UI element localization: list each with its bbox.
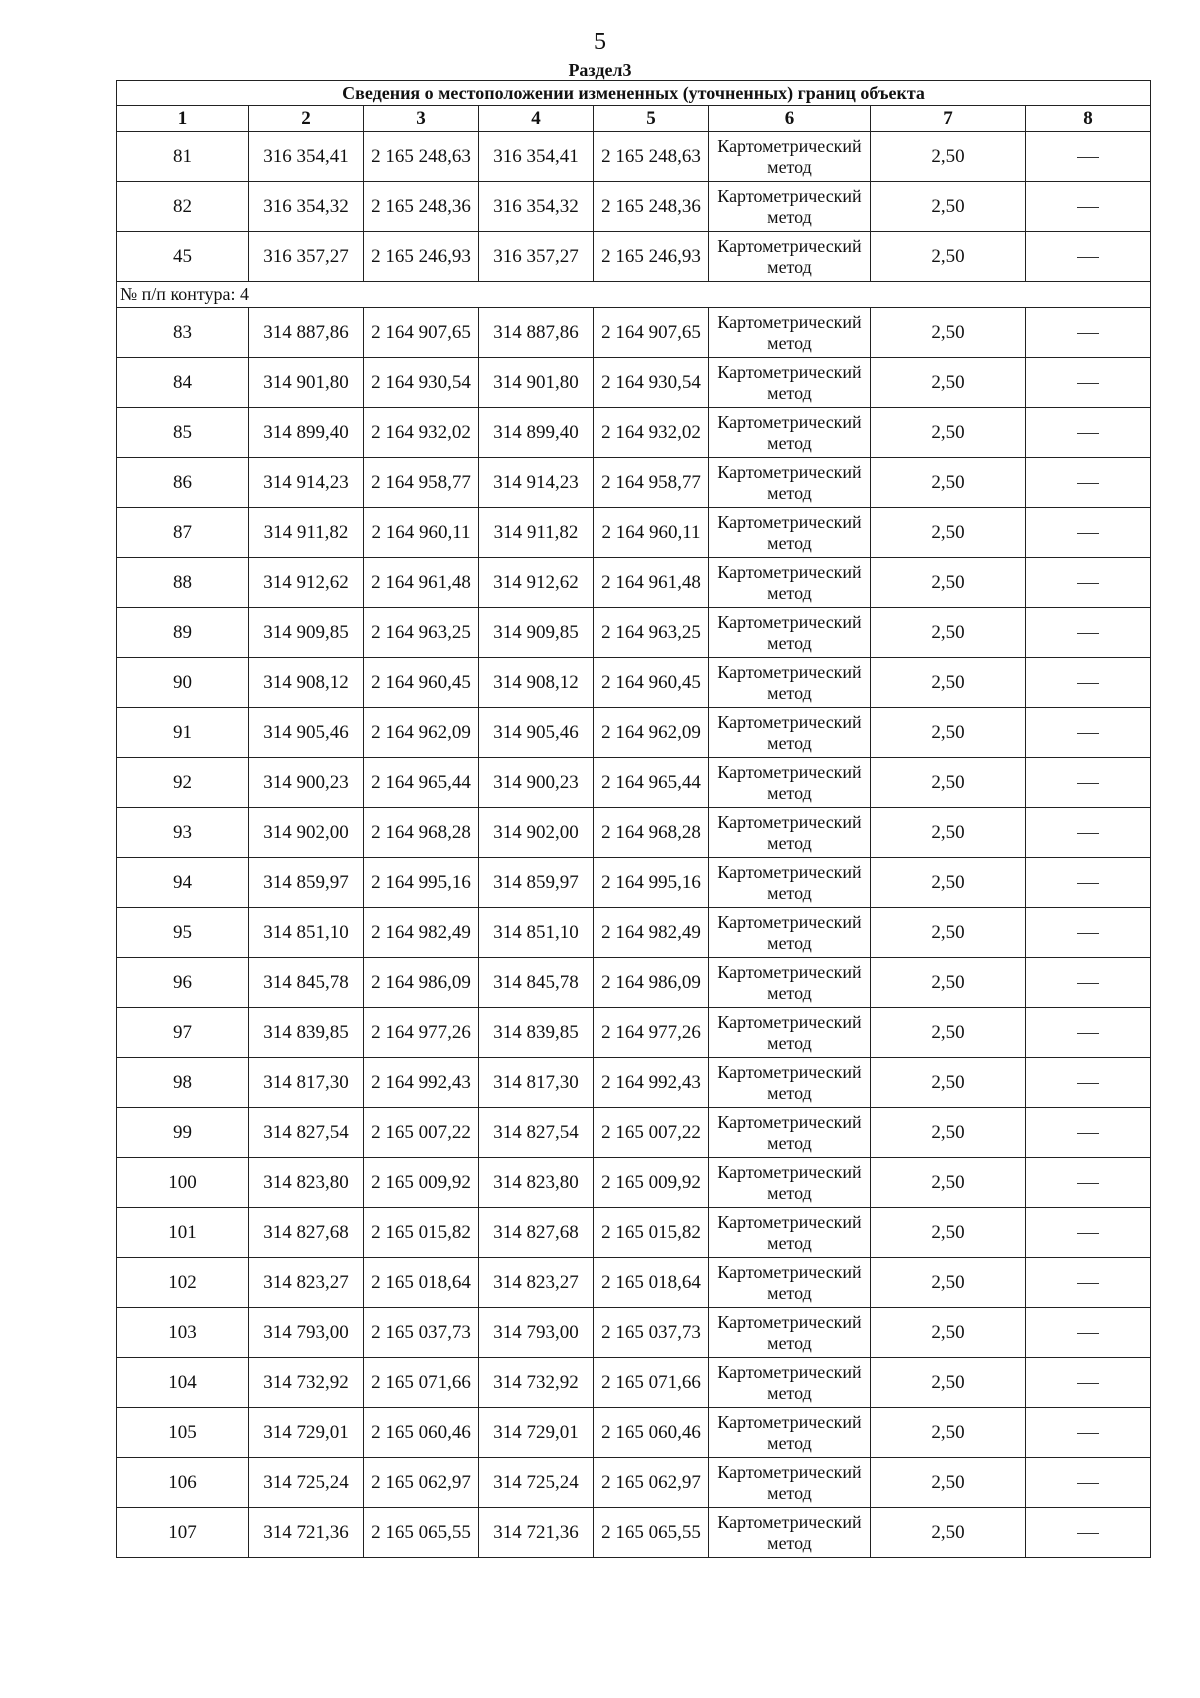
refined-x-cell: 314 721,36 <box>479 1508 594 1558</box>
existing-y-cell: 2 165 071,66 <box>364 1358 479 1408</box>
method-cell: Картометрический метод <box>709 408 871 458</box>
table-row <box>117 908 1151 958</box>
existing-y-cell: 2 164 930,54 <box>364 358 479 408</box>
table-row <box>117 858 1151 908</box>
description-cell <box>1026 1108 1151 1158</box>
accuracy-cell: 2,50 <box>871 508 1026 558</box>
refined-x-cell: 314 839,85 <box>479 1008 594 1058</box>
column-number: 8 <box>1026 106 1151 132</box>
accuracy-cell: 2,50 <box>871 182 1026 232</box>
existing-y-cell: 2 165 015,82 <box>364 1208 479 1258</box>
method-cell: Картометрический метод <box>709 182 871 232</box>
existing-x-cell: 314 793,00 <box>249 1308 364 1358</box>
method-cell: Картометрический метод <box>709 1458 871 1508</box>
point-number-cell: 96 <box>117 958 249 1008</box>
description-cell <box>1026 1008 1151 1058</box>
refined-x-cell: 314 911,82 <box>479 508 594 558</box>
table-row <box>117 1258 1151 1308</box>
accuracy-cell: 2,50 <box>871 1358 1026 1408</box>
existing-y-cell: 2 165 037,73 <box>364 1308 479 1358</box>
point-number-cell: 93 <box>117 808 249 858</box>
accuracy-cell: 2,50 <box>871 1308 1026 1358</box>
refined-x-cell: 314 899,40 <box>479 408 594 458</box>
refined-x-cell: 316 357,27 <box>479 232 594 282</box>
table-row <box>117 308 1151 358</box>
coordinates-table <box>116 80 1151 1558</box>
refined-y-cell: 2 164 961,48 <box>594 558 709 608</box>
description-cell <box>1026 1058 1151 1108</box>
table-row <box>117 1308 1151 1358</box>
existing-y-cell: 2 165 248,63 <box>364 132 479 182</box>
existing-x-cell: 316 354,32 <box>249 182 364 232</box>
existing-y-cell: 2 165 007,22 <box>364 1108 479 1158</box>
dash-mark <box>1077 633 1099 634</box>
point-number-cell: 103 <box>117 1308 249 1358</box>
dash-mark <box>1077 533 1099 534</box>
existing-x-cell: 314 827,68 <box>249 1208 364 1258</box>
accuracy-cell: 2,50 <box>871 458 1026 508</box>
method-cell: Картометрический метод <box>709 858 871 908</box>
description-cell <box>1026 458 1151 508</box>
dash-mark <box>1077 1383 1099 1384</box>
refined-y-cell: 2 164 995,16 <box>594 858 709 908</box>
existing-y-cell: 2 164 992,43 <box>364 1058 479 1108</box>
description-cell <box>1026 858 1151 908</box>
column-number: 7 <box>871 106 1026 132</box>
method-cell: Картометрический метод <box>709 308 871 358</box>
existing-y-cell: 2 165 009,92 <box>364 1158 479 1208</box>
accuracy-cell: 2,50 <box>871 708 1026 758</box>
table-row <box>117 1058 1151 1108</box>
existing-y-cell: 2 164 995,16 <box>364 858 479 908</box>
existing-x-cell: 314 725,24 <box>249 1458 364 1508</box>
refined-y-cell: 2 165 065,55 <box>594 1508 709 1558</box>
accuracy-cell: 2,50 <box>871 908 1026 958</box>
refined-y-cell: 2 164 986,09 <box>594 958 709 1008</box>
existing-x-cell: 314 909,85 <box>249 608 364 658</box>
point-number-cell: 107 <box>117 1508 249 1558</box>
method-cell: Картометрический метод <box>709 1508 871 1558</box>
refined-y-cell: 2 164 963,25 <box>594 608 709 658</box>
point-number-cell: 106 <box>117 1458 249 1508</box>
refined-y-cell: 2 165 060,46 <box>594 1408 709 1458</box>
accuracy-cell: 2,50 <box>871 658 1026 708</box>
dash-mark <box>1077 383 1099 384</box>
table-title: Сведения о местоположении измененных (уточненных) границ объекта <box>117 81 1151 106</box>
refined-y-cell: 2 165 248,36 <box>594 182 709 232</box>
existing-y-cell: 2 164 907,65 <box>364 308 479 358</box>
table-row <box>117 1158 1151 1208</box>
dash-mark <box>1077 883 1099 884</box>
accuracy-cell: 2,50 <box>871 1058 1026 1108</box>
table-row <box>117 408 1151 458</box>
accuracy-cell: 2,50 <box>871 808 1026 858</box>
contour-label: № п/п контура: 4 <box>117 282 1151 308</box>
table-row <box>117 558 1151 608</box>
refined-y-cell: 2 165 248,63 <box>594 132 709 182</box>
accuracy-cell: 2,50 <box>871 608 1026 658</box>
point-number-cell: 100 <box>117 1158 249 1208</box>
dash-mark <box>1077 933 1099 934</box>
method-cell: Картометрический метод <box>709 708 871 758</box>
table-row <box>117 658 1151 708</box>
column-number-row <box>117 106 1151 132</box>
point-number-cell: 84 <box>117 358 249 408</box>
refined-y-cell: 2 164 965,44 <box>594 758 709 808</box>
dash-mark <box>1077 1483 1099 1484</box>
dash-mark <box>1077 833 1099 834</box>
existing-x-cell: 316 357,27 <box>249 232 364 282</box>
refined-x-cell: 314 827,54 <box>479 1108 594 1158</box>
existing-y-cell: 2 164 963,25 <box>364 608 479 658</box>
table-row <box>117 1358 1151 1408</box>
existing-x-cell: 314 900,23 <box>249 758 364 808</box>
refined-x-cell: 314 902,00 <box>479 808 594 858</box>
table-row <box>117 1108 1151 1158</box>
method-cell: Картометрический метод <box>709 1158 871 1208</box>
table-row <box>117 958 1151 1008</box>
existing-y-cell: 2 165 065,55 <box>364 1508 479 1558</box>
refined-x-cell: 314 900,23 <box>479 758 594 808</box>
point-number-cell: 104 <box>117 1358 249 1408</box>
dash-mark <box>1077 333 1099 334</box>
dash-mark <box>1077 207 1099 208</box>
column-number: 2 <box>249 106 364 132</box>
accuracy-cell: 2,50 <box>871 558 1026 608</box>
table-row <box>117 1208 1151 1258</box>
table-row <box>117 808 1151 858</box>
existing-y-cell: 2 164 986,09 <box>364 958 479 1008</box>
existing-x-cell: 314 887,86 <box>249 308 364 358</box>
method-cell: Картометрический метод <box>709 508 871 558</box>
refined-y-cell: 2 164 958,77 <box>594 458 709 508</box>
accuracy-cell: 2,50 <box>871 232 1026 282</box>
point-number-cell: 83 <box>117 308 249 358</box>
refined-y-cell: 2 165 009,92 <box>594 1158 709 1208</box>
refined-y-cell: 2 164 907,65 <box>594 308 709 358</box>
method-cell: Картометрический метод <box>709 908 871 958</box>
existing-x-cell: 314 817,30 <box>249 1058 364 1108</box>
existing-x-cell: 314 912,62 <box>249 558 364 608</box>
dash-mark <box>1077 583 1099 584</box>
description-cell <box>1026 1158 1151 1208</box>
accuracy-cell: 2,50 <box>871 132 1026 182</box>
point-number-cell: 99 <box>117 1108 249 1158</box>
refined-y-cell: 2 164 960,11 <box>594 508 709 558</box>
dash-mark <box>1077 783 1099 784</box>
description-cell <box>1026 1208 1151 1258</box>
refined-x-cell: 316 354,41 <box>479 132 594 182</box>
method-cell: Картометрический метод <box>709 808 871 858</box>
description-cell <box>1026 358 1151 408</box>
method-cell: Картометрический метод <box>709 1358 871 1408</box>
refined-y-cell: 2 164 932,02 <box>594 408 709 458</box>
refined-x-cell: 316 354,32 <box>479 182 594 232</box>
point-number-cell: 102 <box>117 1258 249 1308</box>
refined-x-cell: 314 914,23 <box>479 458 594 508</box>
description-cell <box>1026 132 1151 182</box>
description-cell <box>1026 308 1151 358</box>
refined-x-cell: 314 912,62 <box>479 558 594 608</box>
description-cell <box>1026 1308 1151 1358</box>
point-number-cell: 94 <box>117 858 249 908</box>
description-cell <box>1026 908 1151 958</box>
description-cell <box>1026 1458 1151 1508</box>
refined-x-cell: 314 729,01 <box>479 1408 594 1458</box>
table-row <box>117 1408 1151 1458</box>
existing-y-cell: 2 165 246,93 <box>364 232 479 282</box>
refined-x-cell: 314 901,80 <box>479 358 594 408</box>
table-row <box>117 1508 1151 1558</box>
description-cell <box>1026 1508 1151 1558</box>
method-cell: Картометрический метод <box>709 1008 871 1058</box>
description-cell <box>1026 608 1151 658</box>
point-number-cell: 90 <box>117 658 249 708</box>
point-number-cell: 97 <box>117 1008 249 1058</box>
refined-x-cell: 314 823,80 <box>479 1158 594 1208</box>
method-cell: Картометрический метод <box>709 358 871 408</box>
accuracy-cell: 2,50 <box>871 1258 1026 1308</box>
description-cell <box>1026 1358 1151 1408</box>
refined-x-cell: 314 859,97 <box>479 858 594 908</box>
point-number-cell: 87 <box>117 508 249 558</box>
existing-x-cell: 314 729,01 <box>249 1408 364 1458</box>
accuracy-cell: 2,50 <box>871 1008 1026 1058</box>
existing-x-cell: 314 905,46 <box>249 708 364 758</box>
existing-y-cell: 2 164 932,02 <box>364 408 479 458</box>
method-cell: Картометрический метод <box>709 1058 871 1108</box>
method-cell: Картометрический метод <box>709 1208 871 1258</box>
dash-mark <box>1077 1183 1099 1184</box>
refined-y-cell: 2 165 007,22 <box>594 1108 709 1158</box>
description-cell <box>1026 708 1151 758</box>
existing-y-cell: 2 164 968,28 <box>364 808 479 858</box>
accuracy-cell: 2,50 <box>871 308 1026 358</box>
refined-y-cell: 2 165 062,97 <box>594 1458 709 1508</box>
dash-mark <box>1077 733 1099 734</box>
point-number-cell: 89 <box>117 608 249 658</box>
existing-y-cell: 2 164 977,26 <box>364 1008 479 1058</box>
existing-y-cell: 2 165 248,36 <box>364 182 479 232</box>
refined-x-cell: 314 817,30 <box>479 1058 594 1108</box>
accuracy-cell: 2,50 <box>871 1458 1026 1508</box>
refined-x-cell: 314 732,92 <box>479 1358 594 1408</box>
accuracy-cell: 2,50 <box>871 858 1026 908</box>
point-number-cell: 82 <box>117 182 249 232</box>
existing-x-cell: 314 839,85 <box>249 1008 364 1058</box>
column-number: 5 <box>594 106 709 132</box>
existing-y-cell: 2 164 982,49 <box>364 908 479 958</box>
dash-mark <box>1077 683 1099 684</box>
description-cell <box>1026 182 1151 232</box>
refined-y-cell: 2 164 982,49 <box>594 908 709 958</box>
existing-y-cell: 2 164 965,44 <box>364 758 479 808</box>
refined-x-cell: 314 909,85 <box>479 608 594 658</box>
existing-x-cell: 314 845,78 <box>249 958 364 1008</box>
description-cell <box>1026 508 1151 558</box>
existing-x-cell: 314 914,23 <box>249 458 364 508</box>
existing-y-cell: 2 164 958,77 <box>364 458 479 508</box>
refined-y-cell: 2 164 977,26 <box>594 1008 709 1058</box>
dash-mark <box>1077 483 1099 484</box>
description-cell <box>1026 232 1151 282</box>
existing-y-cell: 2 165 060,46 <box>364 1408 479 1458</box>
description-cell <box>1026 1408 1151 1458</box>
existing-x-cell: 314 902,00 <box>249 808 364 858</box>
accuracy-cell: 2,50 <box>871 1108 1026 1158</box>
existing-x-cell: 314 908,12 <box>249 658 364 708</box>
existing-x-cell: 314 911,82 <box>249 508 364 558</box>
method-cell: Картометрический метод <box>709 232 871 282</box>
refined-y-cell: 2 165 037,73 <box>594 1308 709 1358</box>
refined-y-cell: 2 164 992,43 <box>594 1058 709 1108</box>
method-cell: Картометрический метод <box>709 458 871 508</box>
method-cell: Картометрический метод <box>709 558 871 608</box>
column-number: 3 <box>364 106 479 132</box>
method-cell: Картометрический метод <box>709 758 871 808</box>
point-number-cell: 81 <box>117 132 249 182</box>
dash-mark <box>1077 1083 1099 1084</box>
refined-y-cell: 2 164 960,45 <box>594 658 709 708</box>
method-cell: Картометрический метод <box>709 608 871 658</box>
existing-y-cell: 2 164 961,48 <box>364 558 479 608</box>
dash-mark <box>1077 1033 1099 1034</box>
refined-x-cell: 314 905,46 <box>479 708 594 758</box>
description-cell <box>1026 558 1151 608</box>
method-cell: Картометрический метод <box>709 1308 871 1358</box>
existing-x-cell: 314 721,36 <box>249 1508 364 1558</box>
point-number-cell: 101 <box>117 1208 249 1258</box>
method-cell: Картометрический метод <box>709 1408 871 1458</box>
point-number-cell: 85 <box>117 408 249 458</box>
method-cell: Картометрический метод <box>709 958 871 1008</box>
accuracy-cell: 2,50 <box>871 758 1026 808</box>
point-number-cell: 92 <box>117 758 249 808</box>
description-cell <box>1026 408 1151 458</box>
point-number-cell: 95 <box>117 908 249 958</box>
method-cell: Картометрический метод <box>709 1108 871 1158</box>
accuracy-cell: 2,50 <box>871 958 1026 1008</box>
existing-x-cell: 314 823,27 <box>249 1258 364 1308</box>
column-number: 4 <box>479 106 594 132</box>
point-number-cell: 98 <box>117 1058 249 1108</box>
section-title: Раздел3 <box>568 60 632 80</box>
method-cell: Картометрический метод <box>709 658 871 708</box>
accuracy-cell: 2,50 <box>871 1508 1026 1558</box>
existing-y-cell: 2 164 962,09 <box>364 708 479 758</box>
existing-x-cell: 314 823,80 <box>249 1158 364 1208</box>
refined-y-cell: 2 164 930,54 <box>594 358 709 408</box>
accuracy-cell: 2,50 <box>871 1208 1026 1258</box>
refined-y-cell: 2 165 071,66 <box>594 1358 709 1408</box>
point-number-cell: 45 <box>117 232 249 282</box>
point-number-cell: 86 <box>117 458 249 508</box>
point-number-cell: 105 <box>117 1408 249 1458</box>
dash-mark <box>1077 433 1099 434</box>
existing-x-cell: 314 851,10 <box>249 908 364 958</box>
refined-y-cell: 2 165 018,64 <box>594 1258 709 1308</box>
table-row <box>117 182 1151 232</box>
existing-x-cell: 314 827,54 <box>249 1108 364 1158</box>
description-cell <box>1026 658 1151 708</box>
point-number-cell: 88 <box>117 558 249 608</box>
refined-y-cell: 2 164 962,09 <box>594 708 709 758</box>
table-row <box>117 508 1151 558</box>
column-number: 6 <box>709 106 871 132</box>
dash-mark <box>1077 157 1099 158</box>
refined-y-cell: 2 165 015,82 <box>594 1208 709 1258</box>
existing-y-cell: 2 164 960,45 <box>364 658 479 708</box>
dash-mark <box>1077 1433 1099 1434</box>
table-row <box>117 608 1151 658</box>
refined-x-cell: 314 793,00 <box>479 1308 594 1358</box>
dash-mark <box>1077 257 1099 258</box>
refined-x-cell: 314 823,27 <box>479 1258 594 1308</box>
existing-x-cell: 314 901,80 <box>249 358 364 408</box>
refined-x-cell: 314 851,10 <box>479 908 594 958</box>
refined-x-cell: 314 827,68 <box>479 1208 594 1258</box>
accuracy-cell: 2,50 <box>871 358 1026 408</box>
refined-x-cell: 314 908,12 <box>479 658 594 708</box>
dash-mark <box>1077 1283 1099 1284</box>
method-cell: Картометрический метод <box>709 1258 871 1308</box>
point-number-cell: 91 <box>117 708 249 758</box>
description-cell <box>1026 808 1151 858</box>
table-row <box>117 232 1151 282</box>
refined-x-cell: 314 887,86 <box>479 308 594 358</box>
dash-mark <box>1077 1233 1099 1234</box>
table-row <box>117 1008 1151 1058</box>
refined-y-cell: 2 164 968,28 <box>594 808 709 858</box>
dash-mark <box>1077 1133 1099 1134</box>
table-row <box>117 1458 1151 1508</box>
column-number: 1 <box>117 106 249 132</box>
method-cell: Картометрический метод <box>709 132 871 182</box>
page-number: 5 <box>594 29 606 55</box>
description-cell <box>1026 958 1151 1008</box>
contour-row <box>117 282 1151 308</box>
accuracy-cell: 2,50 <box>871 408 1026 458</box>
existing-x-cell: 314 899,40 <box>249 408 364 458</box>
existing-x-cell: 316 354,41 <box>249 132 364 182</box>
description-cell <box>1026 1258 1151 1308</box>
existing-y-cell: 2 165 062,97 <box>364 1458 479 1508</box>
existing-x-cell: 314 732,92 <box>249 1358 364 1408</box>
table-row <box>117 132 1151 182</box>
dash-mark <box>1077 1533 1099 1534</box>
refined-y-cell: 2 165 246,93 <box>594 232 709 282</box>
refined-x-cell: 314 845,78 <box>479 958 594 1008</box>
accuracy-cell: 2,50 <box>871 1158 1026 1208</box>
existing-x-cell: 314 859,97 <box>249 858 364 908</box>
dash-mark <box>1077 1333 1099 1334</box>
dash-mark <box>1077 983 1099 984</box>
accuracy-cell: 2,50 <box>871 1408 1026 1458</box>
existing-y-cell: 2 165 018,64 <box>364 1258 479 1308</box>
table-row <box>117 758 1151 808</box>
description-cell <box>1026 758 1151 808</box>
table-row <box>117 358 1151 408</box>
refined-x-cell: 314 725,24 <box>479 1458 594 1508</box>
table-row <box>117 458 1151 508</box>
table-row <box>117 708 1151 758</box>
existing-y-cell: 2 164 960,11 <box>364 508 479 558</box>
